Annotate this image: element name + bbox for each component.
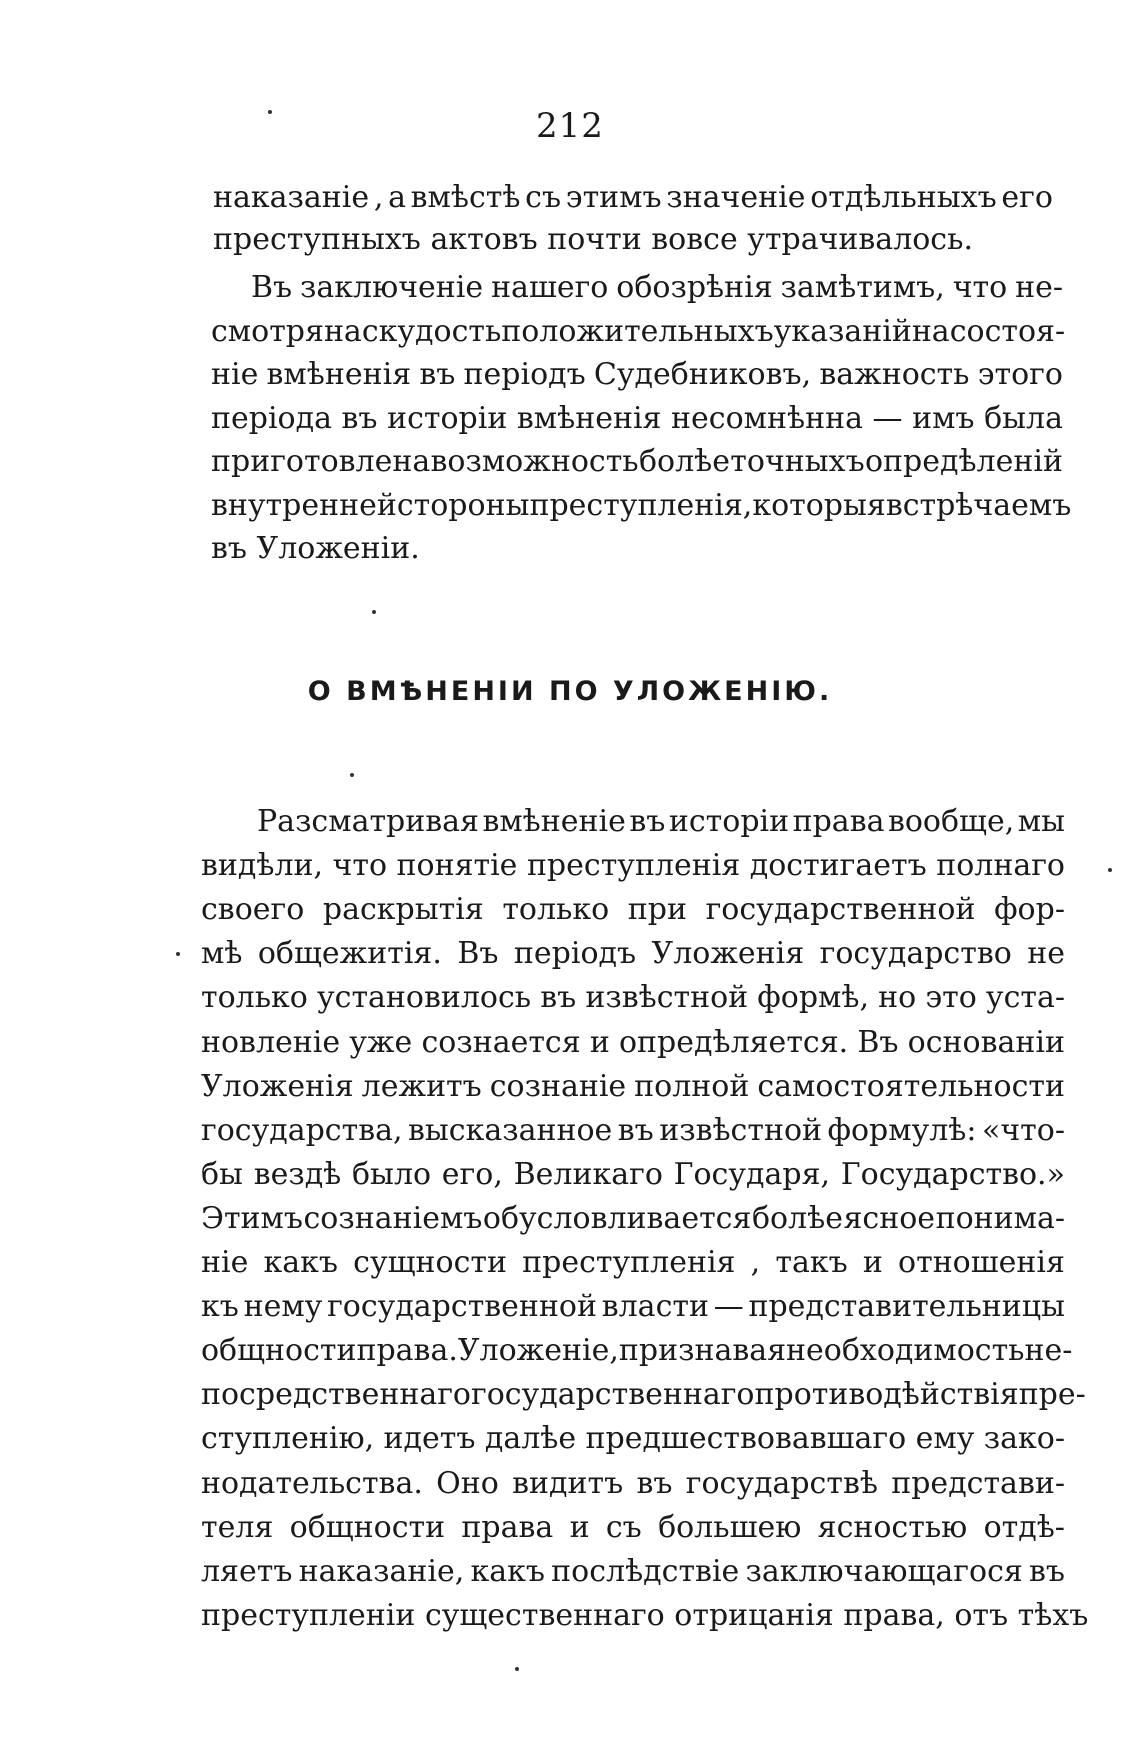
text-line: Этимъ сознаніемъ обусловливается болѣе ясное понима-: [201, 1200, 1065, 1236]
text-line: ніе какъ сущности преступленія , такъ и отношенія: [201, 1245, 1065, 1280]
text-line: наказаніе , а вмѣстѣ съ этимъ значеніе отдѣльныхъ его: [213, 180, 1053, 215]
text-line: посредственнаго государственнаго противодѣйствія пре-: [201, 1377, 1086, 1413]
print-speck: [176, 952, 180, 956]
page-number: 212: [536, 106, 604, 146]
text-line: къ нему государственной власти — представительницы: [201, 1289, 1065, 1325]
text-line: періода въ исторіи вмѣненія несомнѣнна — имъ была: [211, 400, 1063, 436]
text-line: общности права. Уложеніе, признавая необходимость не-: [201, 1333, 1073, 1369]
text-line: преступныхъ актовъ почти вовсе утрачивалось.: [213, 222, 973, 257]
text-line: преступленіи существеннаго отрицанія права, отъ тѣхъ: [201, 1597, 1089, 1633]
text-line: мѣ общежитія. Въ періодъ Уложенія государство не: [201, 936, 1065, 972]
text-line: государства, высказанное въ извѣстной формулѣ: «что-: [201, 1112, 1065, 1148]
text-line: бы вездѣ было его, Великаго Государя, Государство.»: [201, 1156, 1065, 1192]
text-line: ляетъ наказаніе, какъ послѣдствіе заключающагося въ: [201, 1553, 1065, 1589]
text-line: смотря на скудость положительныхъ указаній на состоя-: [211, 313, 1066, 349]
text-line: теля общности права и съ большею ясностью отдѣ-: [201, 1509, 1065, 1545]
text-line: въ Уложеніи.: [211, 531, 420, 566]
print-speck: [350, 773, 354, 777]
text-line: своего раскрытія только при государственной фор-: [201, 892, 1065, 928]
print-speck: [372, 610, 376, 614]
print-speck: [268, 110, 272, 114]
text-line: ступленію, идетъ далѣе предшествовавшаго ему зако-: [201, 1421, 1065, 1457]
print-speck: [1108, 868, 1112, 872]
text-line: ніе вмѣненія въ періодъ Судебниковъ, важность этого: [211, 357, 1063, 392]
section-heading: О ВМѢНЕНІИ ПО УЛОЖЕНІЮ.: [307, 676, 833, 707]
text-line: видѣли, что понятіе преступленія достигаетъ полнаго: [201, 848, 1065, 884]
text-line: только установилось въ извѣстной формѣ, но это уста-: [201, 980, 1065, 1016]
text-line: Уложенія лежитъ сознаніе полной самостоятельности: [201, 1068, 1065, 1104]
print-speck: [515, 1667, 519, 1671]
text-line: новленіе уже сознается и опредѣляется. Въ основаніи: [201, 1024, 1065, 1060]
text-line: нодательства. Оно видитъ въ государствѣ представи-: [201, 1465, 1065, 1501]
text-line: внутренней стороны преступленія, которыя встрѣчаемъ: [211, 487, 1072, 523]
text-line: Въ заключеніе нашего обозрѣнія замѣтимъ, что не-: [251, 270, 1063, 305]
text-line: Разсматривая вмѣненіе въ исторіи права вообще, мы: [257, 804, 1065, 839]
text-line: приготовлена возможность болѣе точныхъ опредѣленій: [211, 444, 1063, 479]
